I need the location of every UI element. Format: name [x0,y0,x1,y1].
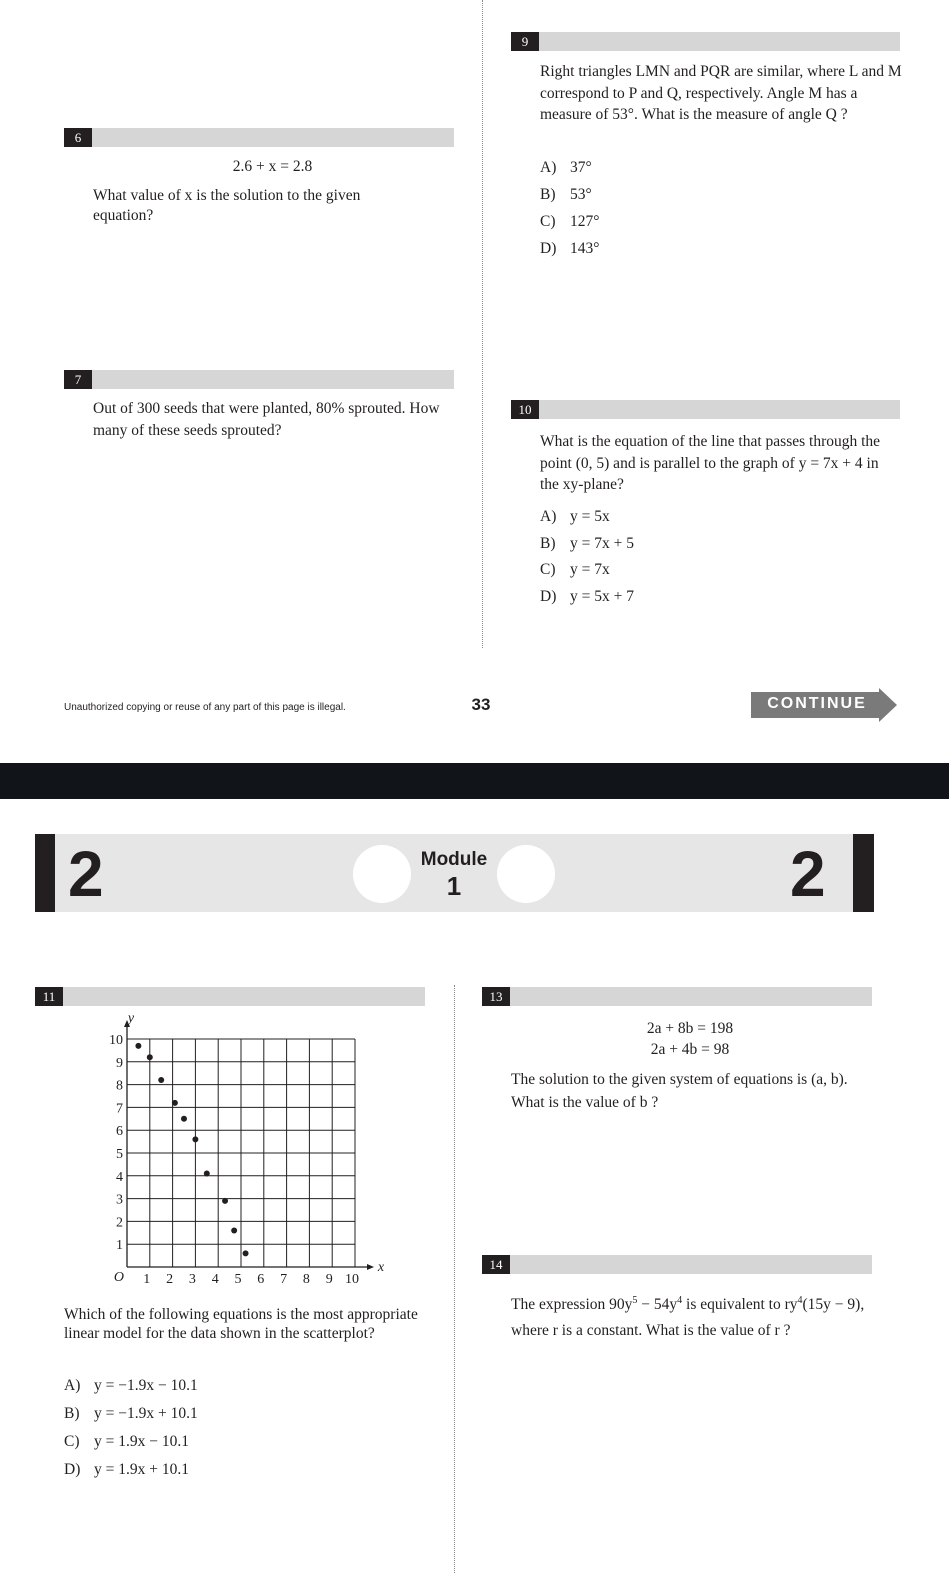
x-axis-label: x [377,1260,385,1275]
section-number-right: 2 [790,838,826,910]
question-6-number: 6 [64,128,92,147]
question-6-equation: 2.6 + x = 2.8 [232,158,313,175]
question-13-equation-1: 2a + 8b = 198 [646,1020,734,1037]
question-11-choice-d[interactable]: D) y = 1.9x + 10.1 [64,1461,189,1478]
x-tick-label: 5 [234,1272,242,1287]
data-point [172,1100,178,1106]
question-9-choice-b[interactable]: B) 53° [540,186,592,203]
x-tick-label: 9 [325,1272,333,1287]
module-label: Module [420,849,488,870]
y-tick-label: 1 [116,1238,123,1254]
y-tick-label: 8 [116,1078,123,1094]
question-10-text: What is the equation of the line that passes through the point (0, 5) and is parallel to the graph of y = 7x + 4 in the xy-plane? [540,433,881,493]
x-tick-label: 3 [188,1272,196,1287]
data-point [192,1136,198,1142]
column-divider-bottom [454,985,455,1573]
question-10-number: 10 [511,400,539,419]
data-point [243,1250,249,1256]
scatterplot-axes [124,1020,374,1270]
scatterplot-grid [127,1039,355,1267]
question-6-text: What value of x is the solution to the given equation? [93,187,361,224]
question-9-choice-a[interactable]: A) 37° [540,159,592,176]
question-10-choice-b[interactable]: B) y = 7x + 5 [540,535,634,552]
question-13-number: 13 [482,987,510,1006]
continue-button[interactable] [751,688,897,722]
module-circle-left [353,845,411,903]
y-tick-label: 2 [116,1215,123,1231]
data-point [231,1228,237,1234]
data-point [147,1054,153,1060]
x-axis-arrow-icon [367,1264,374,1270]
y-tick-label: 7 [116,1101,123,1117]
y-axis-label: y [127,1012,135,1026]
question-13-equation-2: 2a + 4b = 98 [650,1041,730,1058]
question-7-number: 7 [64,370,92,389]
y-tick-label: 3 [116,1192,123,1208]
data-point [158,1077,164,1083]
question-6-header [64,128,454,147]
module-circle-right [497,845,555,903]
question-10-choice-d[interactable]: D) y = 5x + 7 [540,588,634,605]
question-7-header [64,370,454,389]
page-separator [0,763,949,799]
data-point [222,1198,228,1204]
x-tick-label: 8 [302,1272,310,1287]
question-13-header [482,987,872,1006]
y-tick-label: 4 [116,1169,123,1185]
question-11-text: Which of the following equations is the most appropriate linear model for the data shown in the scatterplot? [64,1306,418,1342]
question-11-choice-c[interactable]: C) y = 1.9x − 10.1 [64,1433,189,1450]
question-14-text: The expression $90y^5 - 54y^4$ is equivalent to $ry^4(15y - 9)$, where r is a constant. What is the value of r ? [511,1295,865,1340]
origin-label: O [113,1270,124,1285]
question-9-header [511,32,900,51]
section-number-left: 2 [68,838,104,910]
question-9-text: Right triangles LMN and PQR are similar, where L and M correspond to P and Q, respectively. Angle M has a measure of 53°. What is the measure of angle Q ? [540,63,902,123]
question-9-number: 9 [511,32,539,51]
copyright-notice: Unauthorized copying or reuse of any part of this page is illegal. [64,702,346,713]
question-10-header [511,400,900,419]
module-header-left-rule [35,834,55,912]
y-tick-label: 6 [116,1124,123,1140]
question-11-choice-b[interactable]: B) y = −1.9x + 10.1 [64,1405,198,1422]
question-10-choice-a[interactable]: A) y = 5x [540,508,610,525]
question-9-choice-d[interactable]: D) 143° [540,240,600,257]
module-header-right-rule [853,834,874,912]
y-tick-label: 10 [109,1033,123,1048]
question-14-number: 14 [482,1255,510,1274]
question-11-header [35,987,425,1006]
column-divider-top [482,0,483,648]
scatterplot-points [135,1043,248,1256]
question-10-choice-c[interactable]: C) y = 7x [540,561,610,578]
x-tick-label: 6 [257,1272,265,1287]
x-tick-label: 4 [211,1272,219,1287]
x-tick-label: 2 [166,1272,174,1287]
data-point [204,1171,210,1177]
question-14-header [482,1255,872,1274]
x-tick-label: 10 [345,1272,359,1287]
question-11-choice-a[interactable]: A) y = −1.9x − 10.1 [64,1377,198,1394]
module-number: 1 [446,871,462,901]
question-9-choice-c[interactable]: C) 127° [540,213,600,230]
question-11-number: 11 [35,987,63,1006]
question-7-text: Out of 300 seeds that were planted, 80% sprouted. How many of these seeds sprouted? [93,400,440,439]
page-number: 33 [471,695,491,714]
continue-label: CONTINUE [767,695,867,712]
question-13-text: The solution to the given system of equations is (a, b). What is the value of b ? [511,1071,848,1111]
y-tick-label: 9 [116,1055,123,1071]
scatterplot-labels [109,1012,385,1287]
y-tick-label: 5 [116,1147,123,1162]
scatterplot [95,1012,395,1292]
x-tick-label: 1 [143,1272,151,1287]
data-point [135,1043,141,1049]
data-point [181,1116,187,1122]
x-tick-label: 7 [280,1272,288,1287]
